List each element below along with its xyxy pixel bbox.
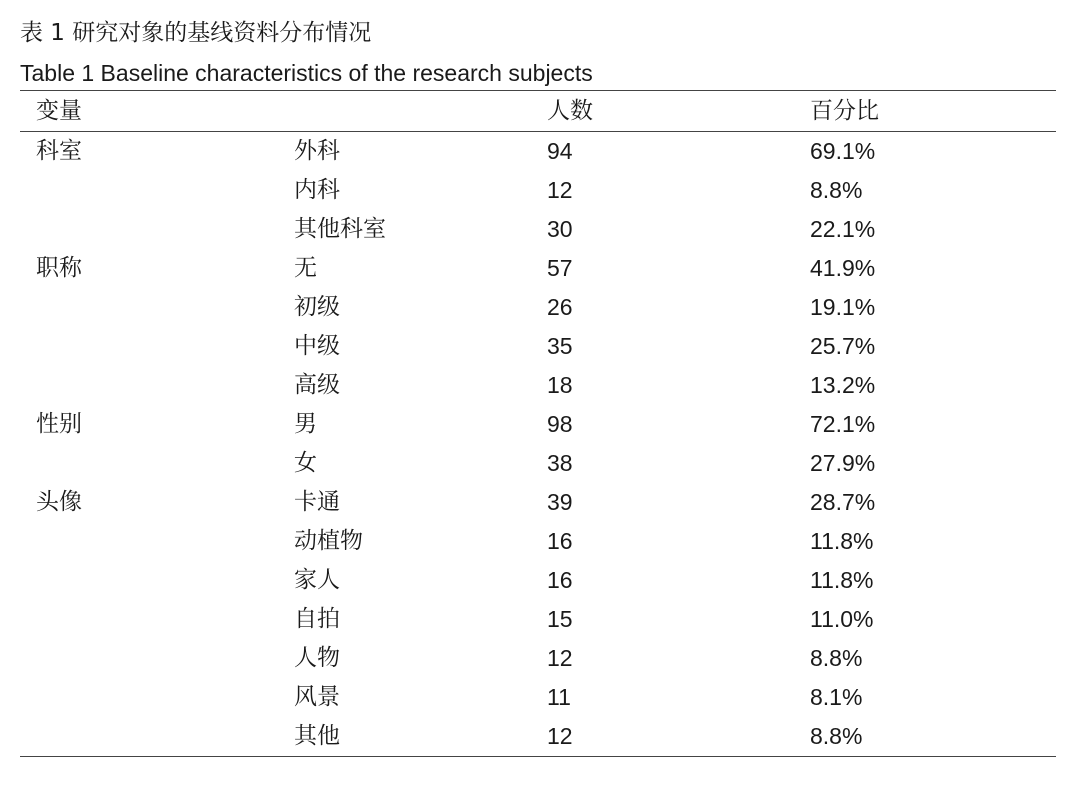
- table-row: [20, 249, 1056, 288]
- row-category: 高级: [294, 372, 340, 398]
- row-category: 男: [294, 411, 317, 437]
- row-percent: 69.1%: [810, 138, 876, 164]
- row-group: 头像: [36, 489, 82, 515]
- row-count: 12: [547, 177, 573, 203]
- table-row: [20, 483, 1056, 522]
- row-percent: 11.8%: [810, 528, 874, 554]
- row-percent: 27.9%: [810, 450, 876, 476]
- row-category: 卡通: [294, 489, 340, 515]
- row-percent: 25.7%: [810, 333, 876, 359]
- row-category: 无: [294, 255, 317, 281]
- row-count: 16: [547, 528, 573, 554]
- table-row: [20, 600, 1056, 639]
- table-row: [20, 405, 1056, 444]
- row-group: 职称: [36, 255, 82, 281]
- row-percent: 11.8%: [810, 567, 874, 593]
- row-category: 自拍: [294, 606, 340, 632]
- row-count: 94: [547, 138, 573, 164]
- row-category: 家人: [294, 567, 340, 593]
- row-count: 98: [547, 411, 573, 437]
- row-category: 外科: [294, 138, 340, 164]
- header-count: 人数: [547, 98, 593, 124]
- row-category: 初级: [294, 294, 340, 320]
- row-count: 18: [547, 372, 573, 398]
- table-row: [20, 717, 1056, 756]
- row-count: 35: [547, 333, 573, 359]
- row-percent: 8.8%: [810, 723, 863, 749]
- table-bottom-rule: [20, 756, 1056, 757]
- table-row: [20, 288, 1056, 327]
- table-header-row: [20, 92, 1056, 131]
- table-row: [20, 366, 1056, 405]
- table-caption-chinese: 表 1 研究对象的基线资料分布情况: [20, 20, 372, 46]
- row-percent: 28.7%: [810, 489, 876, 515]
- row-group: 科室: [36, 138, 82, 164]
- row-count: 39: [547, 489, 573, 515]
- row-category: 风景: [294, 684, 340, 710]
- row-percent: 72.1%: [810, 411, 876, 437]
- row-percent: 13.2%: [810, 372, 876, 398]
- header-percent: 百分比: [810, 98, 879, 124]
- table-row: [20, 327, 1056, 366]
- row-category: 女: [294, 450, 317, 476]
- table-row: [20, 444, 1056, 483]
- row-count: 12: [547, 723, 573, 749]
- table-top-rule: [20, 90, 1056, 91]
- row-count: 11: [547, 684, 571, 710]
- row-percent: 41.9%: [810, 255, 876, 281]
- row-count: 57: [547, 255, 573, 281]
- row-percent: 22.1%: [810, 216, 876, 242]
- row-percent: 8.8%: [810, 177, 863, 203]
- row-count: 30: [547, 216, 573, 242]
- row-category: 内科: [294, 177, 340, 203]
- row-count: 26: [547, 294, 573, 320]
- row-category: 动植物: [294, 528, 363, 554]
- row-count: 12: [547, 645, 573, 671]
- row-count: 38: [547, 450, 573, 476]
- table-row: [20, 132, 1056, 171]
- row-percent: 11.0%: [810, 606, 874, 632]
- table-row: [20, 522, 1056, 561]
- row-category: 人物: [294, 645, 340, 671]
- table-row: [20, 210, 1056, 249]
- row-percent: 8.8%: [810, 645, 863, 671]
- table-row: [20, 639, 1056, 678]
- table-row: [20, 561, 1056, 600]
- table-row: [20, 678, 1056, 717]
- row-count: 16: [547, 567, 573, 593]
- table-row: [20, 171, 1056, 210]
- row-group: 性别: [36, 411, 82, 437]
- row-category: 中级: [294, 333, 340, 359]
- header-variable: 变量: [36, 98, 82, 124]
- row-percent: 8.1%: [810, 684, 863, 710]
- row-percent: 19.1%: [810, 294, 876, 320]
- row-category: 其他: [294, 723, 340, 749]
- table-caption-english: Table 1 Baseline characteristics of the research subjects: [20, 60, 593, 86]
- row-count: 15: [547, 606, 573, 632]
- row-category: 其他科室: [294, 216, 386, 242]
